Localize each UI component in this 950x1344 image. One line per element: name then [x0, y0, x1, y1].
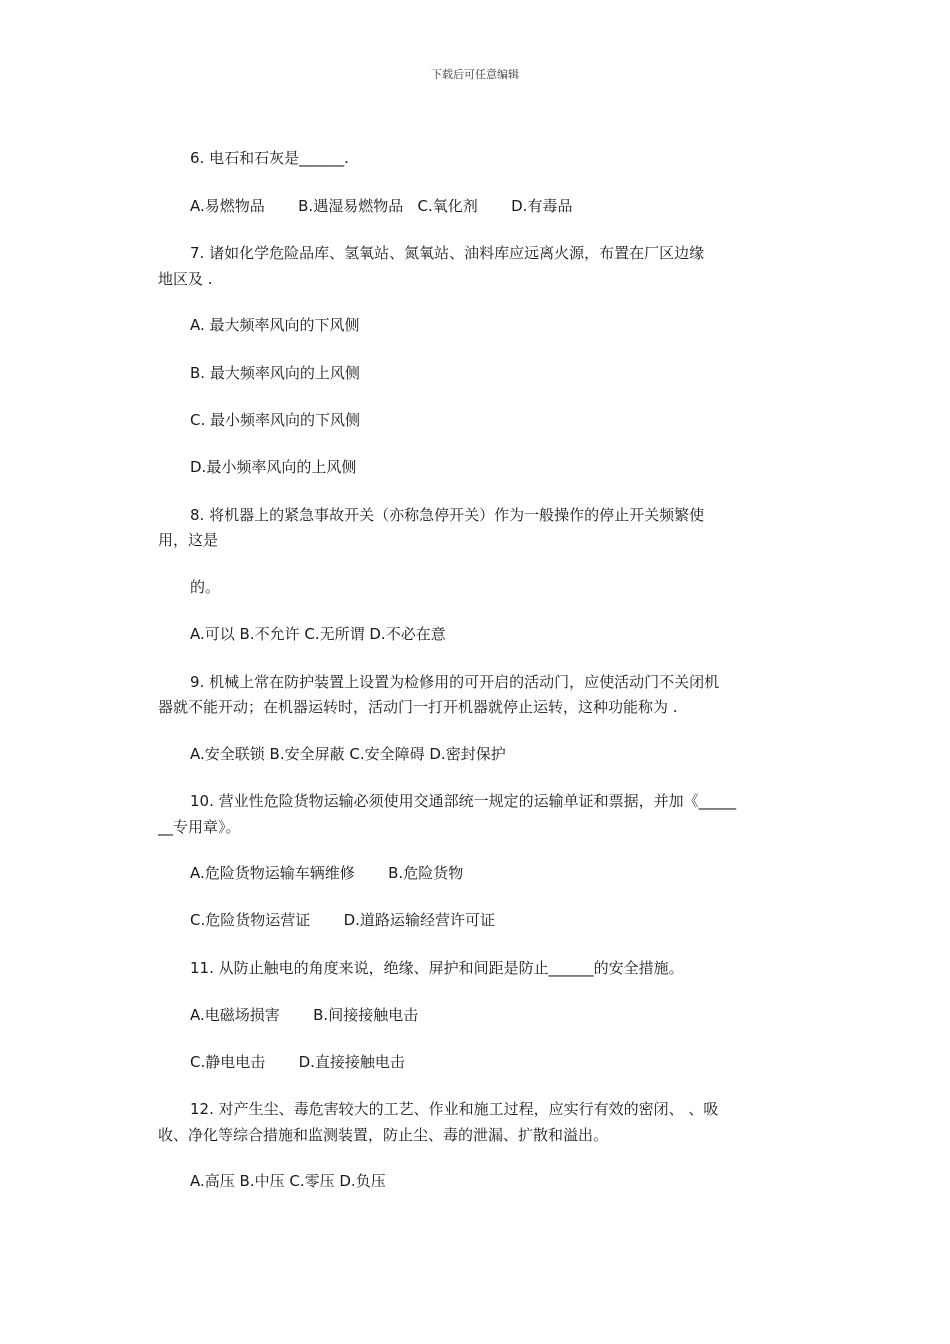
- page-header: 下载后可任意编辑: [431, 68, 519, 81]
- question-12-options: A.高压 B.中压 C.零压 D.负压: [190, 1172, 386, 1190]
- question-9-text: 9. 机械上常在防护装置上设置为检修用的可开启的活动门，应使活动门不关闭机: [190, 673, 720, 691]
- question-7-text-cont: 地区及 .: [158, 270, 213, 288]
- question-11-options-ab: A.电磁场损害 B.间接接触电击: [190, 1006, 419, 1024]
- question-8-text-cont: 用，这是: [158, 531, 219, 549]
- question-8-text-end: 的。: [190, 578, 221, 596]
- question-7-option-c: C. 最小频率风向的下风侧: [190, 411, 361, 429]
- question-10-options-cd: C.危险货物运营证 D.道路运输经营许可证: [190, 911, 495, 929]
- question-10-text-cont: __专用章》。: [158, 818, 241, 836]
- question-12-text: 12. 对产生尘、毒危害较大的工艺、作业和施工过程，应实行有效的密闭、 、吸: [190, 1100, 719, 1118]
- question-11-options-cd: C.静电电击 D.直接接触电击: [190, 1053, 405, 1071]
- question-12-text-cont: 收、净化等综合措施和监测装置，防止尘、毒的泄漏、扩散和溢出。: [158, 1126, 609, 1144]
- question-7-option-b: B. 最大频率风向的上风侧: [190, 364, 360, 382]
- question-7-option-d: D.最小频率风向的上风侧: [190, 458, 357, 476]
- question-6-options: A.易燃物品 B.遇湿易燃物品 C.氧化剂 D.有毒品: [190, 197, 573, 215]
- question-8-options: A.可以 B.不允许 C.无所谓 D.不必在意: [190, 625, 446, 643]
- question-11-text: 11. 从防止触电的角度来说，绝缘、屏护和间距是防止______的安全措施。: [190, 959, 684, 977]
- question-10-options-ab: A.危险货物运输车辆维修 B.危险货物: [190, 864, 464, 882]
- question-9-text-cont: 器就不能开动；在机器运转时，活动门一打开机器就停止运转，这种功能称为 .: [158, 698, 678, 716]
- question-10-text: 10. 营业性危险货物运输必须使用交通部统一规定的运输单证和票据，并加《_____: [190, 792, 737, 810]
- question-6-text: 6. 电石和石灰是______.: [190, 149, 349, 167]
- question-7-text: 7. 诸如化学危险品库、氢氧站、氮氧站、油料库应远离火源，布置在厂区边缘: [190, 244, 705, 262]
- question-9-options: A.安全联锁 B.安全屏蔽 C.安全障碍 D.密封保护: [190, 745, 506, 763]
- question-7-option-a: A. 最大频率风向的下风侧: [190, 316, 360, 334]
- question-8-text: 8. 将机器上的紧急事故开关（亦称急停开关）作为一般操作的停止开关频繁使: [190, 506, 705, 524]
